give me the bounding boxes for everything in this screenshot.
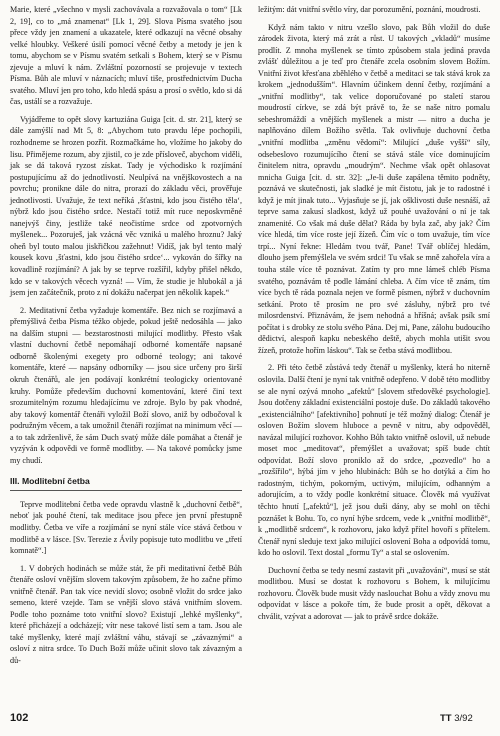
paragraph: 2. Meditativní četba vyžaduje komentáře. Bez nich se rozjímavá a přemýšlivá četba Písma téžko objede, pokud ještě nedosáhla — jako na dalším stupni — bezstarostnosti milující modlitby. Přesto však vlastní duchovní četbě nepomáhají odborné komentáře napsané odborně školenými exegety pro odborné teology; ani takové komentáře, které — napsány odborníky — jsou sice určeny pro širší okruh čtenářů, ale jen podávají konkrétní teologicky orientované kruhy. Pomůže především duchovní komentování, které činí text srozumitelným rozumu hledajícímu ve zdroje. Bylo by pak vhodné, aby takový komentář čtenáři vyložil Boží slovo, aniž by odbočoval k podružným věcem, a tak umožnil čtenáři rozjímat na minimum věcí — a to tak zdrženlivě, že sám Duch svatý může dále pomáhat a čtenář je vyzýván k odpovědi ve formě modlitby. — Na takové pomůcky jsme my chudí. [10, 305, 242, 465]
paragraph: Teprve modlitební četba vede opravdu vlastně k „duchovní četbě“, neboť jak pouhé čtení, tak meditace jsou přece jen první přestupně modlitby. Četba ve víře a rozjímání se nyní stále více stává četbou v modlitbě a v lásce. [Sv. Terezie z Ávily popisuje tuto modlitbu ve „třetí komnatě“.] [10, 499, 242, 556]
paragraph: Když nám takto v nitru vzešlo slovo, pak Bůh vložil do duše zárodek života, který má zrát a růst. U takových „vkladů“ musíme prodlít. Z mnoha myšlenek se tímto způsobem stala jediná pravda zvlášť důležitou a je teď pro čtenáře zcela osobním slovem Božím. Vnitřní život křesťana zběhlého v četbě a meditaci se tak stává krok za krokem „jednodušším“. Hlavním účinkem denní četby, rozjímání a „vnitřní modlitby“, tak velice doporučované po staletí starou moudrostí církve, se zdá být právě to, že se naše nitro pomalu sebeshromáždí a vnějších myšlenek a mistr — nitro a ducha je naplňováno dílem Božího světla. Tak ovlivňuje duchovní četba „vnitřní modlitba „změnu vědomí“: Milující „duše vyšší“ síly, odsebeslovo rozumujícího čtení se stává stále více dominujícím činitelem nitra, opravdu „moudrým“. Nechme však opět ohlasovat mnicha Guiga [cit. d. str. 32]: „Je-li duše zapálena těmito podněty, poznává ve skutečnosti, jak sladké je mít čistotu, jak je to radostné i když je mít jinak tuto... Vyjasňuje se jí, jak ošklivosti duše nesnáší, až teprve sama zakusí sladkost, když už pouhé uvažování o ní je tak znamenité. Co však má duše dělat? Ráda by byla zač, aby jak? Čím více hledá, tím více roste její žízeň. Čím víc o tom uvažuje, tím více trpí... Nyní řekne: Hledám tvou tvář, Pane! Tvář oblíčej hledám, dlouho jsem přemýšlela ve svém srdci! Tu však se mně zahořela víra a touha stále více tě poznávat. Zatím ty pro mne lámeš chléb Písma svatého, poznávám tě podle lámání chleba. A čím více tě znám, tím více bych tě ráda poznala nejen ve formě písmen, nýbrž v duchovním setkání. Proto tě prosím ne pro své zásluhy, nýbrž pro tvé milosrdenství. Přiznávám, že jsem nehodná a hříšná; avšak psík smí počítat i s drobky ze stolu svého Pána. Dej mi, Pane, zálohu budoucího dědictví, alespoň kapku nebeského deště, abych mohla utišit svou žízeň, protože hořím láskou“. Tak se četba stává modlitbou. [258, 22, 490, 355]
journal-name: TT [440, 713, 452, 724]
paragraph: 2. Při této četbě zůstává tedy čtenář u myšlenky, která ho niterně oslovila. Další čtení je nyní tak vnitřně odepřeno. V době této modlitby se ale nyní ozývá mnoho „afektů“ [slovem středověké psychologie]. Jsou dotčeny základní existenciální postoje duše. Do základů takového „existenciálního“ [afektivního] pohnutí je též možný dialog: Čtenář je osloven Božím slovem hluboce a pevně v nitru, aby odpověděl, navázal milující rozhovor. Kohho Bůh takto vnitřně oslovil, už nebude moset moc „meditovat“, přemýšlet a uvažovat; spíš bude chtít odpovídat. Boží slovo proniklo až do srdce, „pozvedlo“ ho a „rozšířilo“, hýbá jím v jeho hlubinách: Bůh se ho dotýká a čím ho radostným, tichým, pokorným, uctivým, milujícím, odhanným a adorujícím, a to vždy podle konkrétní situace. Člověk má využívat těchto hnutí [„afektů“], jež jsou duši dány, aby se mohl on těchi poznášet k Bohu. To, co nyní hýbe srdcem, vede k „vnitřní modlitbě“, k „modlitbě srdcem“, k rozhovoru, jako když přítel hovoří s přítelem. Čtenář nyní sleduje text jako milující oslovení Boha a odpovídá tomu, kdo ho oslovil. Text dostal „formu Ty“ a stal se oslovením. [258, 363, 490, 558]
paragraph: 1. V dobrých hodinách se může stát, že při meditativní četbě Bůh čtenáře osloví vnějším slovem takovým způsobem, že ho začne přímo vnitřně čtenář. Pan tak více nevidí slovo; osobně vložit do srdce jako semeno, které vzejde. Tam se vnější slovo stává vnitřním slovem. Podle toho poznáme toto vnitřní slovo? Existují „lehké myšlenky“, které přicházejí a odcházejí; vítr nese takové listí sem a tam. Jsou ale také myšlenky, které mají zvláštní váhu, stávají se „závaznými“ a osloví z nitra srdce. To Duch Boží může učinit slovo tak závazným a dů- [10, 563, 242, 665]
page-number: 102 [10, 712, 29, 724]
right-text-column [258, 4, 490, 622]
journal-issue [440, 713, 473, 724]
issue-number: 3/92 [454, 713, 473, 724]
paragraph: ležitým: dát vnitřní světlo víry, dar porozumění, poznání, moudrosti. [258, 5, 481, 14]
left-text-column [10, 4, 242, 667]
paragraph: Duchovní četba se tedy nesmí zastavit při „uvažování“, musí se stát modlitbou. Musí se dostat k rozhovoru s Bohem, k milujícímu rozhovoru. Člověk bude musit vždy naslouchat Bohu a vždy znovu mu odpovídat v lásce a pokoře tím, že bude prosit a opět, děkovat a chválit, vzývat a adorovat — jak to právě srdce dokáže. [258, 565, 490, 621]
section-heading: III. Modlitební četba [10, 476, 242, 491]
paragraph: Marie, které „všechno v mysli zachovávala a rozvažovala o tom“ [Lk 2, 19], co to „má znamenat“ [Lk 1, 29]. Slova Písma svatého jsou přece vždy jen znamení a ukazatele, které odkazují na věcné obsahy velké hloubky. Veškeré úsilí pomocí věcné četby a metody je jen k tomu, abychom se v Písmu svatém setkali s Bohem, který se v Písmu zjevuje a mluví k nám. Zvláštní pozorností se projevuje v textech Písma. Bůh ale mluví v náznacích; mluví tiše, prostřednictvím Ducha svatého. Mluví jen pro toho, kdo hledá spásu a prosí o světlo, kdo si dá čas, ustálí se a rozvažuje. [10, 5, 242, 107]
paragraph: Vyjádřeme to opět slovy kartuziána Guiga [cit. d. str. 21], který se dále zamýšlí nad Mt 5, 8: „Abychom tuto pravdu lépe pochopili, rozhodneme se hrozen pozřít. Rozmačkáme ho, vložíme ho jakoby do lisu. Přimějeme rozum, aby zjistil, co je zde přísloveč, abychom viděli, jak se dá taková ryzost získat. Tady je východisko k rozjímání postupujícímu až do jednotlivostí. Neulpívá na vnějškovostech a na povrchu; pronikne dále do nitra, prorazí do základu věci, prověřuje jednotlivosti. Uvažuje, že text neříká ‚šťastni, kdo jsou čistého těla‘, nýbrž kdo jsou čistého srdce. Nestačí totiž mít ruce neposkvrněné nanejvýš činy, jestliže také neočistíme srdce od zpotvorných myšlenek... Pozoruješ, jak vzácná věc vzniká u malého hroznu? Jaký oheň byl touto malou jiskřičkou zažehnut! Vidíš, jak byl tento malý kousek kovu ‚šťastni, kdo jsou čistého srdce‘... vykován do šířky na kovadlině rozjímání? A jak by se teprve rozšířil, kdyby přišel někdo, kdo se v takových věcech vyzná! — Vím, že studie je hlubokál a já jsem jen začátečník, proto z ní dokážu načerpat jen několik kapek.“ [10, 114, 242, 298]
